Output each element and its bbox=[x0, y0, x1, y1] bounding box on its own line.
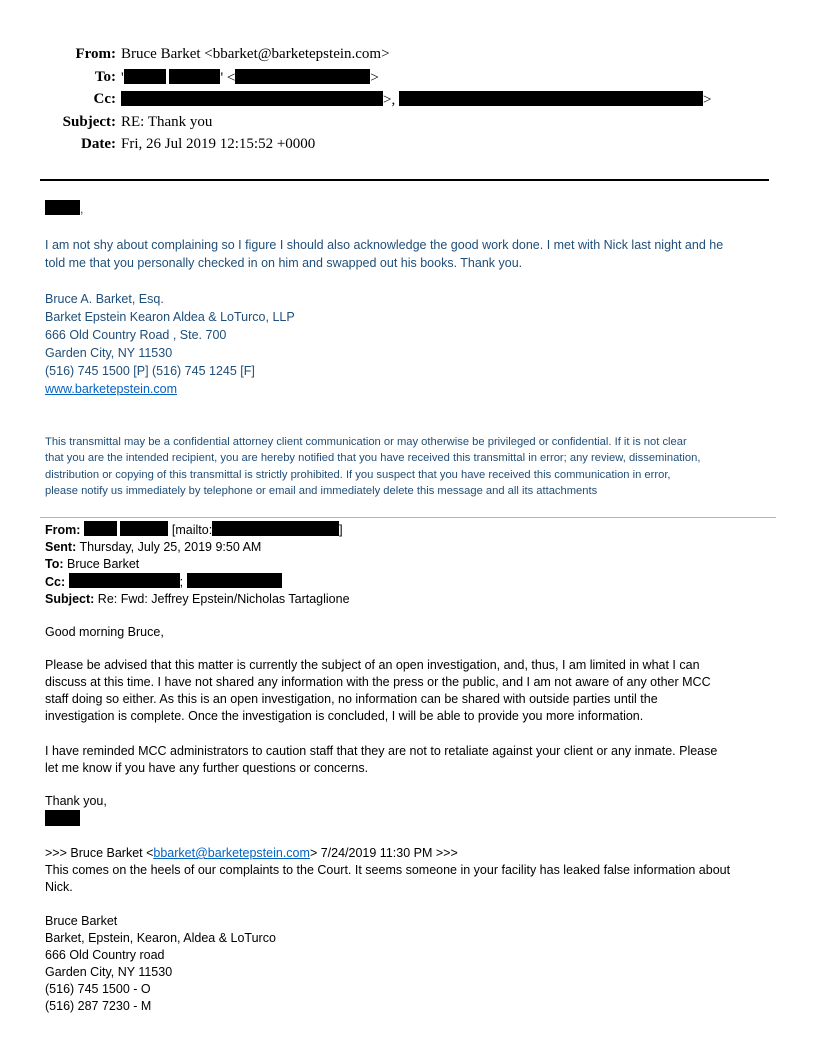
quoted-line-2: Nick. bbox=[45, 880, 73, 894]
forwarded-header bbox=[45, 521, 350, 608]
reply-signature-phone: (516) 745 1500 [P] (516) 745 1245 [F] bbox=[45, 364, 255, 378]
quoted-sig-line: Barket, Epstein, Kearon, Aldea & LoTurco bbox=[45, 931, 276, 945]
fwd-sent-row bbox=[45, 539, 350, 556]
disclaimer-line: please notify us immediately by telephone or email and immediately delete this message and all its attachments bbox=[45, 484, 598, 497]
redaction bbox=[212, 521, 339, 536]
redaction bbox=[187, 573, 282, 588]
reply-signature-name: Bruce A. Barket, Esq. bbox=[45, 292, 164, 306]
fwd-subject-value: Re: Fwd: Jeffrey Epstein/Nicholas Tartaglione bbox=[97, 592, 350, 606]
redaction bbox=[45, 200, 80, 215]
fwd-from-label: From: bbox=[45, 523, 81, 537]
quoted-header bbox=[45, 845, 458, 862]
header-subject-label: Subject: bbox=[62, 113, 116, 130]
reply-signature-city: Garden City, NY 11530 bbox=[45, 346, 173, 360]
paragraph-line: investigation is complete. Once the investigation is concluded, I will be able to provide you more information. bbox=[45, 709, 644, 723]
fwd-closing: Thank you, bbox=[45, 794, 107, 808]
header-to-label: To: bbox=[94, 68, 116, 85]
quoted-email-link[interactable]: bbarket@barketepstein.com bbox=[153, 846, 310, 860]
forward-divider bbox=[40, 517, 776, 518]
fwd-greeting: Good morning Bruce, bbox=[45, 625, 164, 639]
header-date-label: Date: bbox=[81, 136, 116, 152]
reply-website-row bbox=[45, 380, 177, 398]
paragraph-line: staff doing so either. As this is an open investigation, no information can be shared with outside parties until the bbox=[45, 692, 658, 706]
redaction bbox=[45, 810, 80, 826]
disclaimer-line: distribution or copying of this transmittal is strictly prohibited. If you suspect that you have received this communication in error, bbox=[45, 468, 671, 481]
redaction bbox=[120, 521, 168, 536]
header-date-value: Fri, 26 Jul 2019 12:15:52 +0000 bbox=[121, 136, 316, 152]
header-cc-label: Cc: bbox=[93, 91, 116, 107]
disclaimer-line: that you are the intended recipient, you are hereby notified that you have received this transmittal in error; any review, dissemination, bbox=[45, 452, 701, 465]
reply-signature-address: 666 Old Country Road , Ste. 700 bbox=[45, 328, 227, 342]
quoted-sig-line: Bruce Barket bbox=[45, 914, 118, 928]
fwd-cc-row: Cc: ; bbox=[45, 573, 350, 591]
redaction bbox=[69, 573, 180, 588]
quoted-prefix: >>> Bruce Barket < bbox=[45, 846, 154, 860]
quoted-suffix: > 7/24/2019 11:30 PM >>> bbox=[309, 846, 458, 860]
fwd-subject-label: Subject: bbox=[45, 592, 95, 606]
paragraph-line: Please be advised that this matter is currently the subject of an open investigation, and, thus, I am limited in what I can bbox=[45, 658, 700, 672]
redaction bbox=[169, 69, 220, 84]
paragraph-line: let me know if you have any further questions or concerns. bbox=[45, 761, 369, 775]
quoted-line-1: This comes on the heels of our complaints to the Court. It seems someone in your facility has leaked false information about bbox=[45, 863, 731, 877]
redaction bbox=[121, 91, 383, 106]
header-divider bbox=[40, 179, 769, 181]
reply-line-1: I am not shy about complaining so I figure I should also acknowledge the good work done. I met with Nick last night and he bbox=[45, 238, 724, 252]
fwd-paragraph-1 bbox=[45, 657, 711, 725]
redaction bbox=[399, 91, 703, 106]
quoted-sig-line: (516) 287 7230 - M bbox=[45, 999, 152, 1013]
website-link[interactable]: www.barketepstein.com bbox=[45, 382, 178, 396]
quoted-sig-line: 666 Old Country road bbox=[45, 948, 165, 962]
redaction bbox=[235, 69, 370, 84]
fwd-paragraph-2 bbox=[45, 743, 717, 777]
fwd-to-row bbox=[45, 556, 350, 573]
fwd-sent-value: Thursday, July 25, 2019 9:50 AM bbox=[79, 540, 262, 554]
quoted-sig-line: Garden City, NY 11530 bbox=[45, 965, 173, 979]
quoted-signature bbox=[45, 913, 276, 1015]
confidentiality-disclaimer bbox=[45, 434, 775, 499]
quoted-sig-line: (516) 745 1500 - O bbox=[45, 982, 151, 996]
fwd-sent-label: Sent: bbox=[45, 540, 77, 554]
header-from-value: Bruce Barket <bbarket@barketepstein.com> bbox=[121, 46, 390, 62]
paragraph-line: I have reminded MCC administrators to caution staff that they are not to retaliate against your client or any inmate. Please bbox=[45, 744, 718, 758]
disclaimer-line: This transmittal may be a confidential attorney client communication or may otherwise be privileged or confidential. If it is not clear bbox=[45, 436, 687, 448]
fwd-from-row: From: [mailto: ] bbox=[45, 523, 343, 537]
fwd-cc-label: Cc: bbox=[45, 575, 66, 589]
fwd-to-value: Bruce Barket bbox=[67, 557, 140, 571]
reply-salutation: , bbox=[45, 200, 83, 218]
fwd-to-label: To: bbox=[45, 557, 64, 571]
paragraph-line: discuss at this time. I have not shared any information with the press or the public, and I am not aware of any other MCC bbox=[45, 675, 711, 689]
header-subject-value: RE: Thank you bbox=[121, 113, 213, 130]
header-from-label: From: bbox=[75, 46, 116, 62]
header-to-value: ' ' < > bbox=[121, 69, 379, 86]
reply-line-2: told me that you personally checked in on him and swapped out his books. Thank you. bbox=[45, 256, 523, 270]
fwd-mailto: [mailto: bbox=[171, 523, 213, 537]
fwd-subject-row bbox=[45, 591, 350, 608]
redaction bbox=[124, 69, 166, 84]
fwd-signature-redacted bbox=[45, 810, 80, 829]
header-cc-value: >, > bbox=[121, 91, 711, 109]
reply-signature-firm: Barket Epstein Kearon Aldea & LoTurco, LLP bbox=[45, 310, 295, 324]
redaction bbox=[84, 521, 117, 536]
